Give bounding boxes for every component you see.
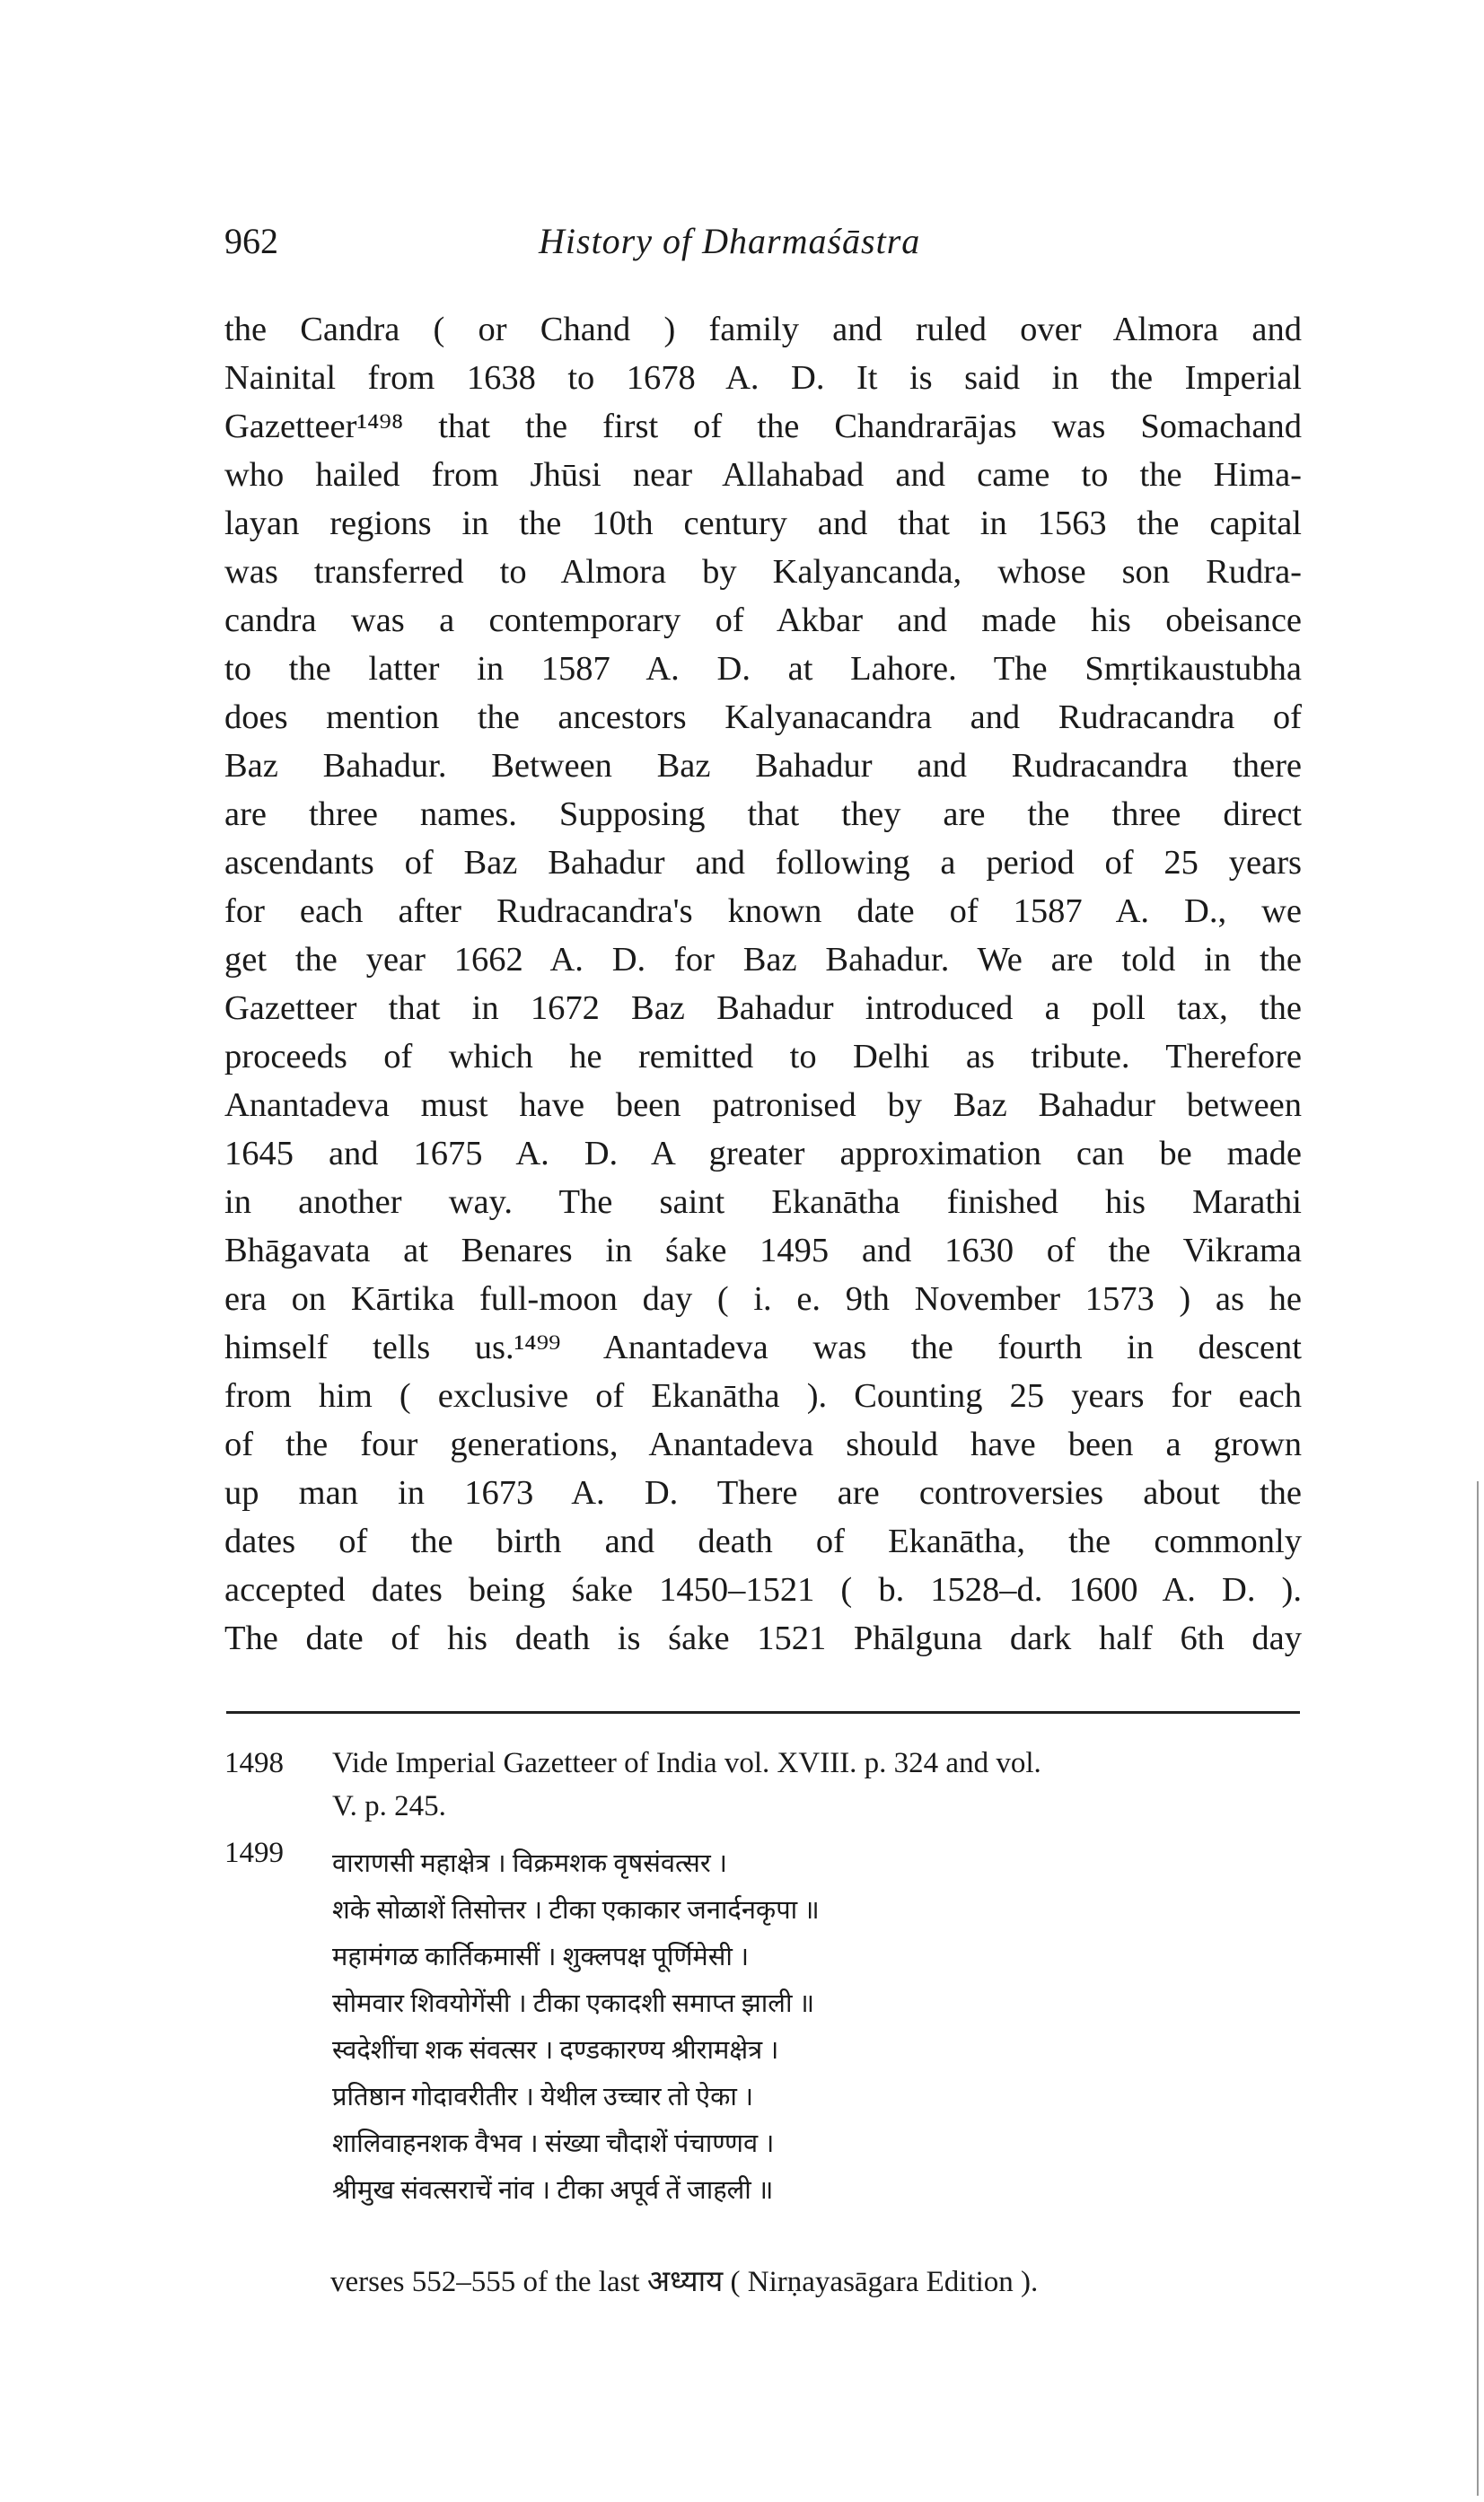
body-line: get the year 1662 A. D. for Baz Bahadur. We are told in the [224,941,1302,979]
verse-line: वाराणसी महाक्षेत्र । विक्रमशक वृषसंवत्सर । [332,1849,727,1878]
body-line: from him ( exclusive of Ekanātha ). Counting 25 years for each [224,1377,1302,1415]
verse-line: शालिवाहनशक वैभव । संख्या चौदाशें पंचाण्णव । [332,2129,775,2158]
body-line: Nainital from 1638 to 1678 A. D. It is said in the Imperial [224,359,1302,397]
body-line: Baz Bahadur. Between Baz Bahadur and Rudracandra there [224,747,1302,785]
footnote-1498-number: 1498 [224,1747,284,1779]
body-line: 1645 and 1675 A. D. A greater approximation can be made [224,1135,1302,1172]
footnote-1498-line-1: Vide Imperial Gazetteer of India vol. XVIII. p. 324 and vol. [332,1747,1041,1779]
body-line: are three names. Supposing that they are the three direct [224,795,1302,833]
page-number: 962 [224,221,278,261]
body-line: was transferred to Almora by Kalyancanda, whose son Rudra- [224,553,1302,591]
verse-line: स्वदेशींचा शक संवत्सर । दण्डकारण्य श्रीरामक्षेत्र । [332,2036,779,2065]
body-line: the Candra ( or Chand ) family and ruled over Almora and [224,311,1302,348]
footnote-1499-verses [332,1840,820,2214]
running-head: History of Dharmaśāstra [539,221,921,261]
body-line: The date of his death is śake 1521 Phālguna dark half 6th day [224,1620,1302,1657]
body-line: for each after Rudracandra's known date of 1587 A. D., we [224,892,1302,930]
verse-line: महामंगळ कार्तिकमासीं । शुक्लपक्ष पूर्णिमेसी । [332,1943,750,1971]
verse-line: सोमवार शिवयोगेंसी । टीका एकादशी समाप्त झाली ॥ [332,1989,815,2018]
body-line: himself tells us.¹⁴⁹⁹ Anantadeva was the fourth in descent [224,1329,1302,1366]
verse-line: श्रीमुख संवत्सराचें नांव । टीका अपूर्व तें जाहली ॥ [332,2176,774,2205]
footnote-1499-closing: verses 552–555 of the last अध्याय ( Nirṇayasāgara Edition ). [330,2266,1039,2298]
body-line: to the latter in 1587 A. D. at Lahore. The Smṛtikaustubha [224,650,1302,688]
footnote-1499-number: 1499 [224,1837,284,1869]
body-line: of the four generations, Anantadeva should have been a grown [224,1426,1302,1463]
verse-line: प्रतिष्ठान गोदावरीतीर । येथील उच्चार तो ऐका । [332,2083,754,2111]
body-line: Bhāgavata at Benares in śake 1495 and 1630 of the Vikrama [224,1232,1302,1269]
body-line: layan regions in the 10th century and that in 1563 the capital [224,505,1302,542]
body-line: ascendants of Baz Bahadur and following a period of 25 years [224,844,1302,882]
body-line: era on Kārtika full-moon day ( i. e. 9th November 1573 ) as he [224,1280,1302,1318]
footnote-1498-line-2: V. p. 245. [332,1790,446,1822]
body-line: candra was a contemporary of Akbar and made his obeisance [224,601,1302,639]
body-line: Gazetteer that in 1672 Baz Bahadur introduced a poll tax, the [224,989,1302,1027]
body-line: accepted dates being śake 1450–1521 ( b. 1528–d. 1600 A. D. ). [224,1571,1302,1609]
body-line: who hailed from Jhūsi near Allahabad and came to the Hima- [224,456,1302,494]
verse-line: शके सोळाशें तिसोत्तर । टीका एकाकार जनार्दनकृपा ॥ [332,1896,820,1925]
body-line: up man in 1673 A. D. There are controversies about the [224,1474,1302,1512]
body-line: Anantadeva must have been patronised by Baz Bahadur between [224,1086,1302,1124]
main-text [224,305,1302,1663]
footnote-rule [226,1711,1300,1714]
body-line: dates of the birth and death of Ekanātha, the commonly [224,1523,1302,1560]
body-line: proceeds of which he remitted to Delhi as tribute. Therefore [224,1038,1302,1075]
scan-edge-line [1477,1481,1479,2496]
body-line: Gazetteer¹⁴⁹⁸ that the first of the Chandrarājas was Somachand [224,408,1302,445]
body-line: does mention the ancestors Kalyanacandra and Rudracandra of [224,698,1302,736]
body-line: in another way. The saint Ekanātha finished his Marathi [224,1183,1302,1221]
